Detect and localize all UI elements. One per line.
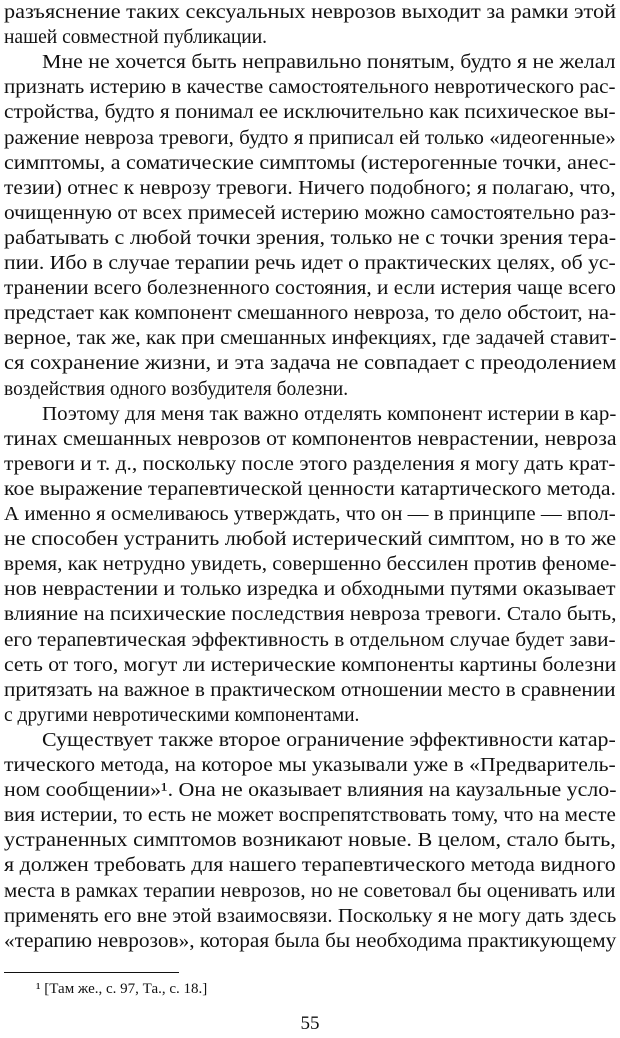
text-line: кое выражение терапевтической ценности катартического метода.: [4, 478, 616, 500]
text-line: устраненных симптомов возникают новые. В целом, стало быть,: [4, 830, 616, 852]
text-line: верное, так же, как при смешанных инфекциях, где задачей ставит-: [4, 328, 617, 350]
text-line: разъяснение таких сексуальных неврозов выходит за рамки этой: [4, 2, 617, 23]
text-line: ся сохранение жизни, и эта задача не совпадает с преодолением: [4, 353, 617, 375]
text-line: влияние на психические последствия невроза тревоги. Стало быть,: [4, 604, 617, 626]
text-line: тезии) отнес к неврозу тревоги. Ничего подобного; я полагаю, что,: [4, 177, 616, 199]
text-line: Мне не хочется быть неправильно понятым, будто я не желал: [42, 52, 616, 74]
footnote-divider: [4, 972, 179, 973]
text-line: рабатывать с любой точки зрения, только не с точки зрения тера-: [4, 227, 617, 249]
text-line: транении всего болезненного состояния, и если истерия чаще всего: [4, 278, 616, 300]
text-line: симптомы, а соматические симптомы (истерогенные точки, анес-: [4, 152, 616, 174]
text-line: тревоги и т. д., поскольку после этого разделения я могу дать крат-: [4, 453, 616, 475]
text-line: места в рамках терапии неврозов, но не советовал бы оценивать или: [4, 880, 616, 902]
text-line: притязать на важное в практическом отношении место в сравнении: [4, 679, 616, 701]
text-line: пии. Ибо в случае терапии речь идет о практических целях, об ус-: [4, 253, 616, 274]
text-line: Существует также второе ограничение эффективности катар-: [42, 729, 616, 751]
footnote: ¹ [Там же., с. 97, Та., с. 18.]: [36, 981, 208, 997]
text-line: я должен требовать для нашего терапевтического метода видного: [4, 855, 616, 877]
text-line: ном сообщении»¹. Она не оказывает влияния на каузальные усло-: [4, 780, 617, 802]
text-line: тического метода, на которое мы указывали уже в «Предваритель-: [4, 755, 616, 776]
text-line: его терапевтическая эффективность в отдельном случае будет зави-: [4, 629, 616, 651]
page-number: 55: [300, 1013, 320, 1034]
text-line: воздействия одного возбудителя болезни.: [4, 378, 349, 400]
text-line: А именно я осмеливаюсь утверждать, что он — в принципе — впол-: [4, 504, 616, 525]
text-line: сеть от того, могут ли истерические компоненты картины болезни: [4, 654, 617, 676]
text-line: вия истерии, то есть не может воспрепятствовать тому, что на месте: [4, 805, 616, 827]
text-line: стройства, будто я понимал ее исключительно как психическое вы-: [4, 102, 616, 124]
text-line: «терапию неврозов», которая была бы необходима практикующему: [4, 930, 617, 952]
text-line: нов неврастении и только изредка и обходными путями оказывает: [4, 579, 616, 601]
text-line: Поэтому для меня так важно отделять компонент истерии в кар-: [42, 403, 617, 425]
text-line: с другими невротическими компонентами.: [4, 704, 360, 726]
text-line: время, как нетрудно увидеть, совершенно бессилен против феноме-: [4, 554, 617, 576]
text-line: нашей совместной публикации.: [4, 27, 268, 49]
text-line: признать истерию в качестве самостоятельного невротического рас-: [4, 77, 616, 99]
text-line: тинах смешанных неврозов от компонентов неврастении, невроза: [4, 428, 617, 450]
text-line: предстает как компонент смешанного невроза, то дело обстоит, на-: [4, 303, 617, 325]
text-line: не способен устранить любой истерический симптом, но в то же: [4, 529, 617, 551]
text-line: применять его вне этой взаимосвязи. Поскольку я не могу дать здесь: [4, 905, 617, 927]
text-line: ражение невроза тревоги, будто я приписал ей только «идеогенные»: [4, 127, 616, 149]
text-line: очищенную от всех примесей истерию можно самостоятельно раз-: [4, 202, 616, 224]
